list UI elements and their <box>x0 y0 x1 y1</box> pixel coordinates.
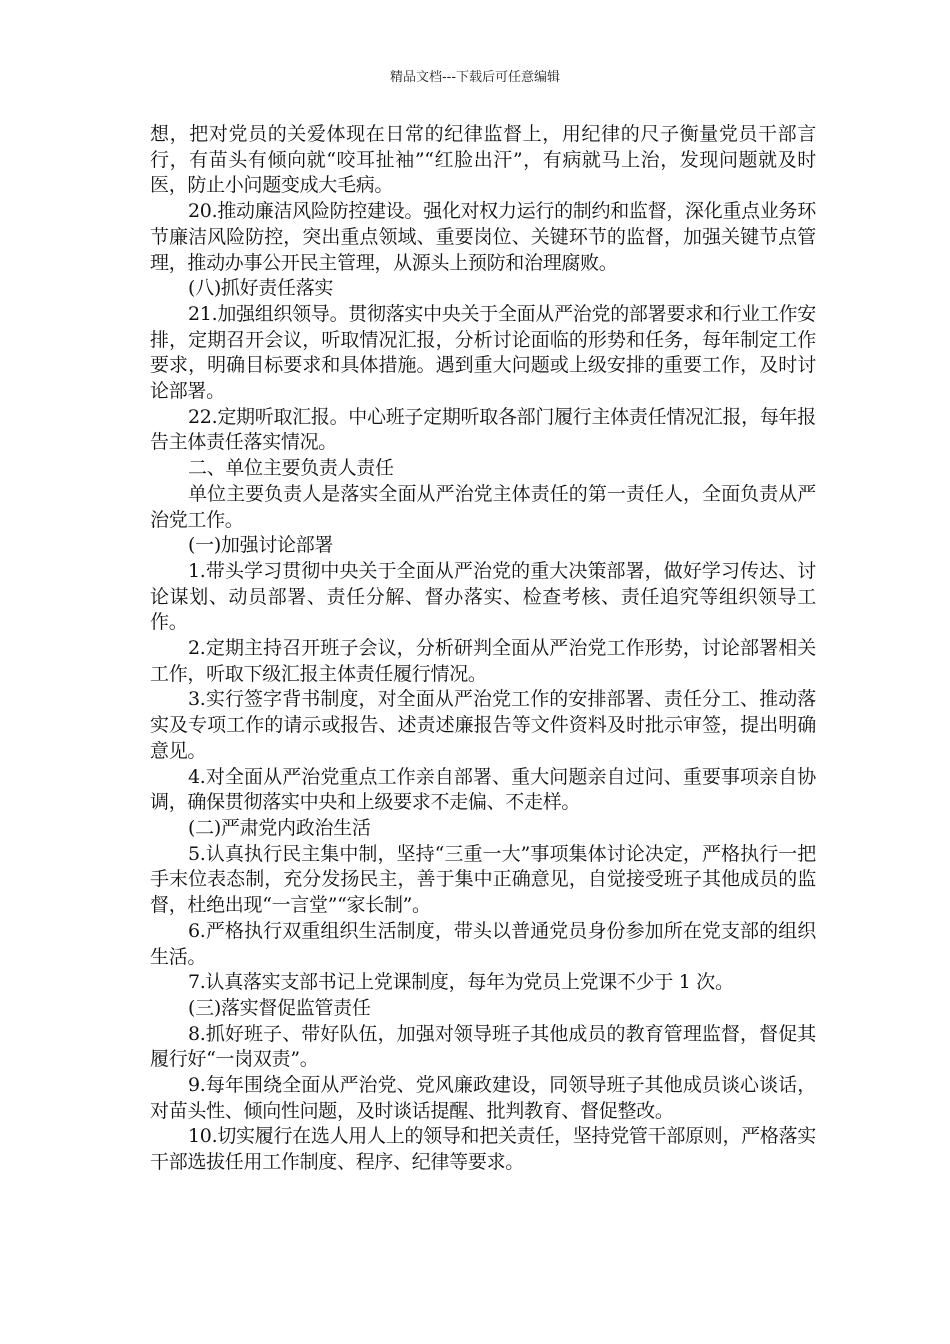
paragraph: 3.实行签字背书制度，对全面从严治党工作的安排部署、责任分工、推动落实及专项工作的请示或报告、述责述廉报告等文件资料及时批示审签，提出明确意见。 <box>150 688 816 762</box>
page-header: 精品文档---下载后可任意编辑 <box>389 70 561 85</box>
paragraph: (一)加强讨论部署 <box>188 534 334 557</box>
paragraph: 10.切实履行在选人用人上的领导和把关责任，坚持党管干部原则，严格落实干部选拔任用工作制度、程序、纪律等要求。 <box>150 1125 816 1174</box>
paragraph: 7.认真落实支部书记上党课制度，每年为党员上党课不少于 1 次。 <box>188 971 734 994</box>
paragraph: (三)落实督促监管责任 <box>188 996 371 1019</box>
paragraph: 想，把对党员的关爱体现在日常的纪律监督上，用纪律的尺子衡量党员干部言行，有苗头有倾向就“咬耳扯袖”“红脸出汗”，有病就马上治，发现问题就及时医，防止小问题变成大毛病。 <box>150 123 816 197</box>
paragraph: 二、单位主要负责人责任 <box>188 457 394 480</box>
paragraph: (二)严肃党内政治生活 <box>188 816 371 839</box>
paragraph: 5.认真执行民主集中制，坚持“三重一大”事项集体讨论决定，严格执行一把手末位表态制，充分发扬民主，善于集中正确意见，自觉接受班子其他成员的监督，杜绝出现“一言堂”“家长制”。 <box>150 842 816 917</box>
paragraph: 6.严格执行双重组织生活制度，带头以普通党员身份参加所在党支部的组织生活。 <box>150 919 816 968</box>
paragraph: 20.推动廉洁风险防控建设。强化对权力运行的制约和监督，深化重点业务环节廉洁风险防控，突出重点领域、重要岗位、关键环节的监督，加强关键节点管理，推动办事公开民主管理，从源头上预防和治理腐败。 <box>150 200 816 274</box>
document-body <box>150 122 816 1176</box>
paragraph: 22.定期听取汇报。中心班子定期听取各部门履行主体责任情况汇报，每年报告主体责任落实情况。 <box>150 405 816 454</box>
paragraph: 21.加强组织领导。贯彻落实中央关于全面从严治党的部署要求和行业工作安排，定期召开会议，听取情况汇报，分析讨论面临的形势和任务，每年制定工作要求，明确目标要求和具体措施。遇到重大问题或上级安排的重要工作，及时讨论部署。 <box>150 302 816 403</box>
paragraph: 9.每年围绕全面从严治党、党风廉政建设，同领导班子其他成员谈心谈话，对苗头性、倾向性问题，及时谈话提醒、批判教育、督促整改。 <box>150 1074 816 1122</box>
paragraph: 1.带头学习贯彻中央关于全面从严治党的重大决策部署，做好学习传达、讨论谋划、动员部署、责任分解、督办落实、检查考核、责任追究等组织领导工作。 <box>150 559 816 634</box>
paragraph: 8.抓好班子、带好队伍，加强对领导班子其他成员的教育管理监督，督促其履行好“一岗双责”。 <box>150 1022 816 1071</box>
paragraph: 2.定期主持召开班子会议，分析研判全面从严治党工作形势，讨论部署相关工作，听取下级汇报主体责任履行情况。 <box>150 637 816 685</box>
paragraph: 4.对全面从严治党重点工作亲自部署、重大问题亲自过问、重要事项亲自协调，确保贯彻落实中央和上级要求不走偏、不走样。 <box>150 765 816 814</box>
paragraph: (八)抓好责任落实 <box>188 277 334 300</box>
paragraph: 单位主要负责人是落实全面从严治党主体责任的第一责任人，全面负责从严治党工作。 <box>150 482 816 531</box>
